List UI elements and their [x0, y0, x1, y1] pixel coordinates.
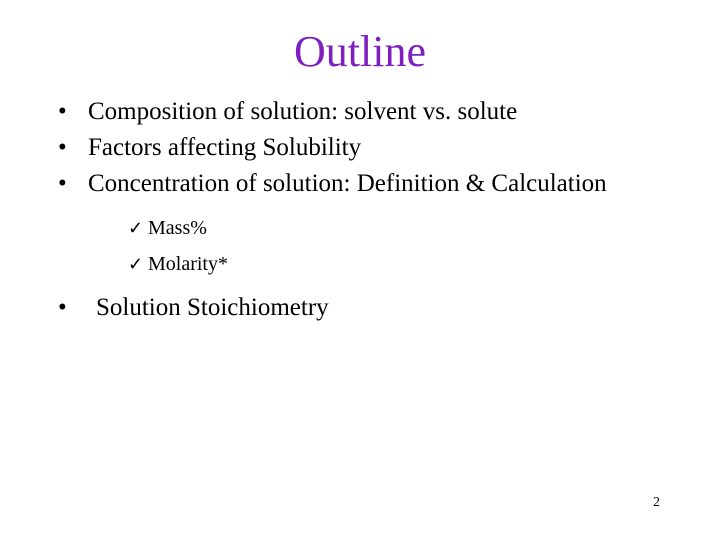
- check-icon: ✓: [128, 218, 144, 238]
- bullet-marker-icon: •: [58, 134, 67, 161]
- page-number: 2: [653, 495, 660, 510]
- bullet-item-stoichiometry: [58, 290, 678, 326]
- slide-title: Outline: [294, 27, 426, 76]
- bullet-text: Factors affecting Solubility: [88, 134, 362, 161]
- bullet-text: Solution Stoichiometry: [96, 294, 329, 321]
- bullet-marker-icon: •: [58, 170, 67, 197]
- bullet-item-factors: [58, 130, 678, 166]
- sub-bullet-text: Mass%: [148, 217, 207, 239]
- sub-bullet-item-molarity: [88, 246, 678, 282]
- bullet-text: Composition of solution: solvent vs. solute: [88, 98, 518, 125]
- sub-bullet-list: [88, 210, 678, 282]
- bullet-text: Concentration of solution: Definition & Calculation: [88, 170, 607, 197]
- bullet-list: [58, 94, 678, 326]
- bullet-marker-icon: •: [58, 294, 67, 321]
- bullet-marker-icon: •: [58, 98, 67, 125]
- check-icon: ✓: [128, 254, 144, 274]
- sub-bullet-text: Molarity*: [148, 253, 228, 275]
- bullet-item-concentration: [58, 166, 678, 282]
- sub-bullet-item-mass: [88, 210, 678, 246]
- bullet-item-composition: [58, 94, 678, 130]
